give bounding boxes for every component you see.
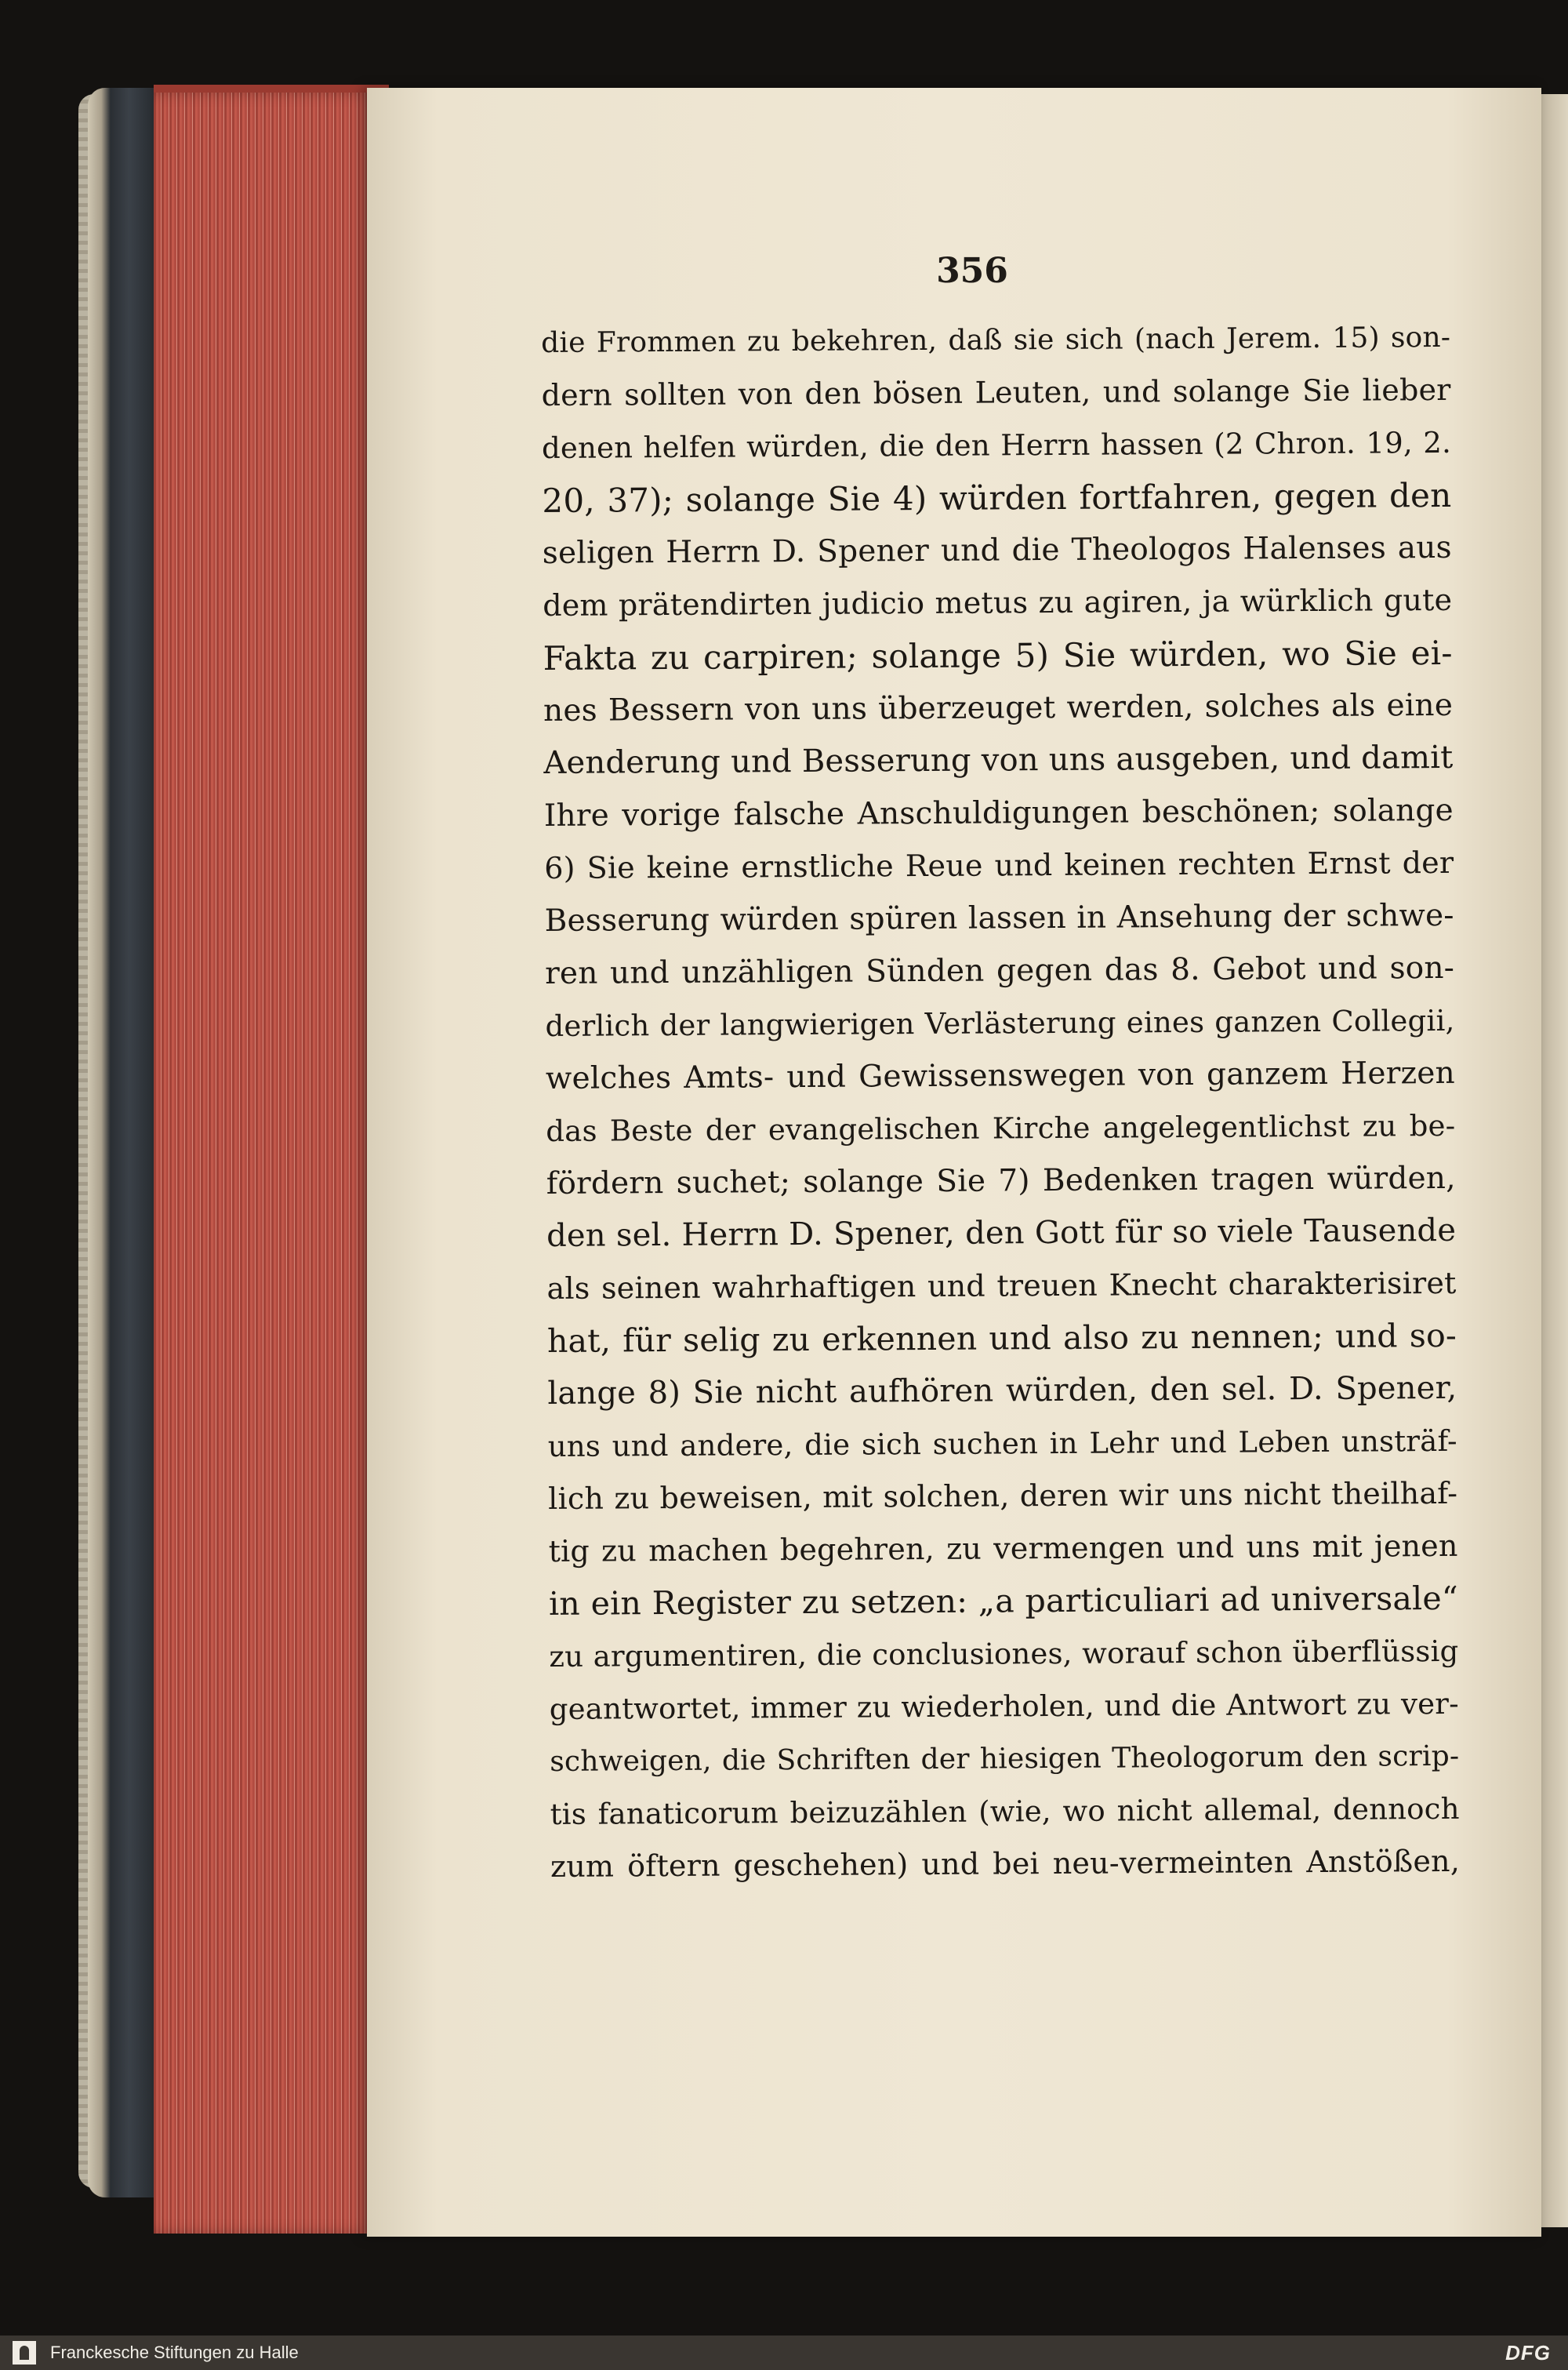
text-line: zu argumentiren, die conclusiones, worauf schon überflüssig [549,1634,1459,1674]
franckesche-stiftungen-logo-icon [13,2341,36,2365]
text-line: derlich der langwierigen Verlästerung eines ganzen Collegii, [545,1003,1455,1043]
text-line: welches Amts- und Gewissenswegen von ganzem Herzen [545,1055,1456,1096]
text-line: dem prätendirten judicio metus zu agiren, ja würklich gute [543,582,1453,623]
text-line: zum öftern geschehen) und bei neu-vermeinten Anstößen, [550,1843,1461,1884]
text-line: tig zu machen begehren, zu vermengen und uns mit jenen [548,1528,1458,1568]
text-line: seligen Herrn D. Spener und die Theologos Halenses aus [542,529,1452,571]
text-line: fördern suchet; solange Sie 7) Bedenken tragen würden, [546,1160,1456,1201]
text-line: Fakta zu carpiren; solange 5) Sie würden, wo Sie ei- [543,633,1453,678]
institution-label: Franckesche Stiftungen zu Halle [50,2343,299,2362]
text-line: das Beste der evangelischen Kirche angelegentlichst zu be- [546,1108,1456,1148]
text-line: als seinen wahrhaftigen und treuen Knecht charakterisiret [546,1265,1457,1306]
text-line: die Frommen zu bekehren, daß sie sich (nach Jerem. 15) son- [541,321,1451,359]
text-line: den sel. Herrn D. Spener, den Gott für so viele Tausende [546,1212,1457,1254]
text-line: tis fanaticorum beizuzählen (wie, wo nicht allemal, dennoch [550,1791,1460,1831]
text-line: uns und andere, die sich suchen in Lehr und Leben unsträf- [547,1423,1457,1463]
dfg-logo: DFG [1505,2340,1551,2365]
text-line: Besserung würden spüren lassen in Ansehung der schwe- [544,897,1454,939]
text-line: geantwortet, immer zu wiederholen, und die Antwort zu ver- [549,1686,1459,1726]
text-line: lich zu beweisen, mit solchen, deren wir uns nicht theilhaf- [548,1475,1458,1516]
book-cover-spine [88,88,163,2197]
page-number: 356 [936,251,1008,291]
text-line: schweigen, die Schriften der hiesigen Theologorum den scrip- [550,1739,1460,1778]
text-line: in ein Register zu setzen: „a particuliari ad universale“ [548,1579,1459,1623]
text-line: 6) Sie keine ernstliche Reue und keinen rechten Ernst der [544,845,1454,885]
text-line: denen helfen würden, die den Herrn hassen (2 Chron. 19, 2. [541,425,1452,465]
text-line: hat, für selig zu erkennen und also zu nennen; und so- [546,1316,1457,1360]
page-text-block [541,311,1460,1893]
text-line: Ihre vorige falsche Anschuldigungen beschönen; solange [543,792,1454,834]
text-line: dern sollten von den bösen Leuten, und solange Sie lieber [541,372,1451,413]
text-line: nes Bessern von uns überzeuget werden, solches als eine [543,687,1454,729]
red-page-edges [154,93,381,2234]
text-line: ren und unzähligen Sünden gegen das 8. Gebot und son- [544,950,1455,991]
text-line: Aenderung und Besserung von uns ausgeben, und damit [543,739,1454,781]
viewer-footer-bar [0,2335,1568,2370]
text-line: lange 8) Sie nicht aufhören würden, den sel. D. Spener, [547,1369,1457,1412]
text-line: 20, 37); solange Sie 4) würden fortfahren, gegen den [542,475,1452,520]
